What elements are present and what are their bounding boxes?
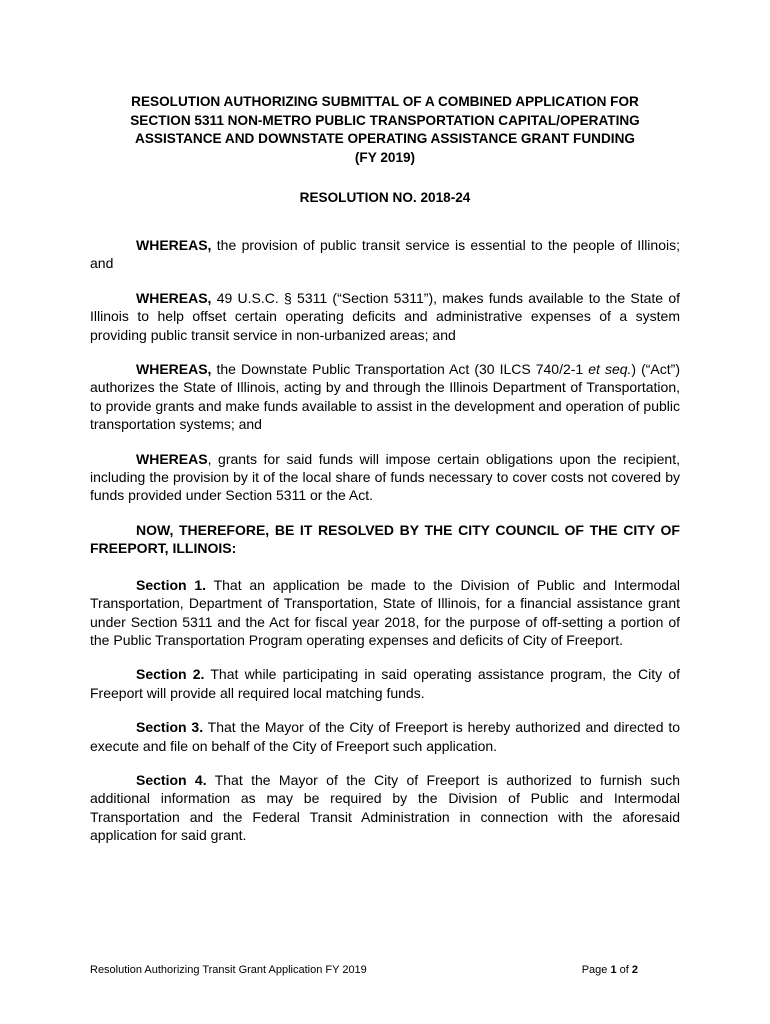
whereas-paragraph-4 xyxy=(90,450,680,505)
whereas-lead: WHEREAS, xyxy=(136,361,212,378)
section-lead: Section 3. xyxy=(136,719,204,736)
whereas-text: the Downstate Public Transportation Act (30 ILCS 740/2-1 xyxy=(211,361,589,378)
section-lead: Section 2. xyxy=(136,666,205,683)
page-of-label: of xyxy=(616,964,632,976)
whereas-text: ) (“Act”) authorizes the State of Illinois, acting by and through the Illinois Department of Transportation, to provide grants and make funds available to assist in the development and operation of public transportation systems; and xyxy=(90,361,680,433)
whereas-paragraph-1 xyxy=(90,236,680,273)
footer-document-title: Resolution Authorizing Transit Grant Application FY 2019 xyxy=(90,964,367,976)
page-number xyxy=(582,963,638,977)
section-lead: Section 4. xyxy=(136,771,207,788)
title-line-1: RESOLUTION AUTHORIZING SUBMITTAL OF A COMBINED APPLICATION FOR xyxy=(131,94,639,109)
document-body xyxy=(90,236,680,845)
title-line-4: (FY 2019) xyxy=(354,149,416,165)
section-text: That the Mayor of the City of Freeport is hereby authorized and directed to execute and file on behalf of the City of Freeport such application. xyxy=(90,719,680,754)
section-text: That the Mayor of the City of Freeport is authorized to furnish such additional information as may be required by the Division of Public and Intermodal Transportation and the Federal Transit Administration in connection with the aforesaid application for said grant. xyxy=(90,771,680,844)
whereas-text: 49 U.S.C. § 5311 (“Section 5311”), makes funds available to the State of Illinois to help offset certain operating deficits and administrative expenses of a system providing public transit service in non-urbanized areas; and xyxy=(90,289,680,343)
whereas-lead: WHEREAS xyxy=(136,450,208,467)
section-text: That while participating in said operating assistance program, the City of Freeport will provide all required local matching funds. xyxy=(90,666,680,701)
section-3-paragraph xyxy=(90,718,680,755)
resolution-title xyxy=(80,93,690,167)
section-text: That an application be made to the Division of Public and Intermodal Transportation, Department of Transportation, State of Illinois, for a financial assistance grant under Section 5311 and the Act for fiscal year 2018, for the purpose of off-setting a portion of the Public Transportation Program operating expenses and deficits of City of Freeport. xyxy=(90,576,680,648)
title-line-2: SECTION 5311 NON-METRO PUBLIC TRANSPORTATION CAPITAL/OPERATING xyxy=(130,112,640,128)
page-label: Page xyxy=(581,964,611,976)
resolution-number: RESOLUTION NO. 2018-24 xyxy=(299,190,471,205)
whereas-paragraph-2 xyxy=(90,289,680,344)
section-lead: Section 1. xyxy=(136,576,207,593)
page-total: 2 xyxy=(631,964,638,976)
resolved-clause: NOW, THEREFORE, BE IT RESOLVED BY THE CITY COUNCIL OF THE CITY OF FREEPORT, ILLINOIS: xyxy=(90,521,680,557)
section-2-paragraph xyxy=(90,665,680,702)
section-4-paragraph xyxy=(90,771,680,845)
whereas-lead: WHEREAS, xyxy=(136,289,212,306)
title-line-3: ASSISTANCE AND DOWNSTATE OPERATING ASSISTANCE GRANT FUNDING xyxy=(135,131,635,146)
whereas-lead: WHEREAS, xyxy=(136,237,212,253)
whereas-paragraph-3 xyxy=(90,360,680,434)
whereas-italic-text: et seq. xyxy=(588,361,632,378)
whereas-text: , grants for said funds will impose certain obligations upon the recipient, including the provision by it of the local share of funds necessary to cover costs not covered by funds provided under Section 5311 or the Act. xyxy=(90,450,680,504)
whereas-text: the provision of public transit service is essential to the people of Illinois; and xyxy=(90,237,680,272)
page-current: 1 xyxy=(610,964,617,976)
section-1-paragraph xyxy=(90,576,680,650)
